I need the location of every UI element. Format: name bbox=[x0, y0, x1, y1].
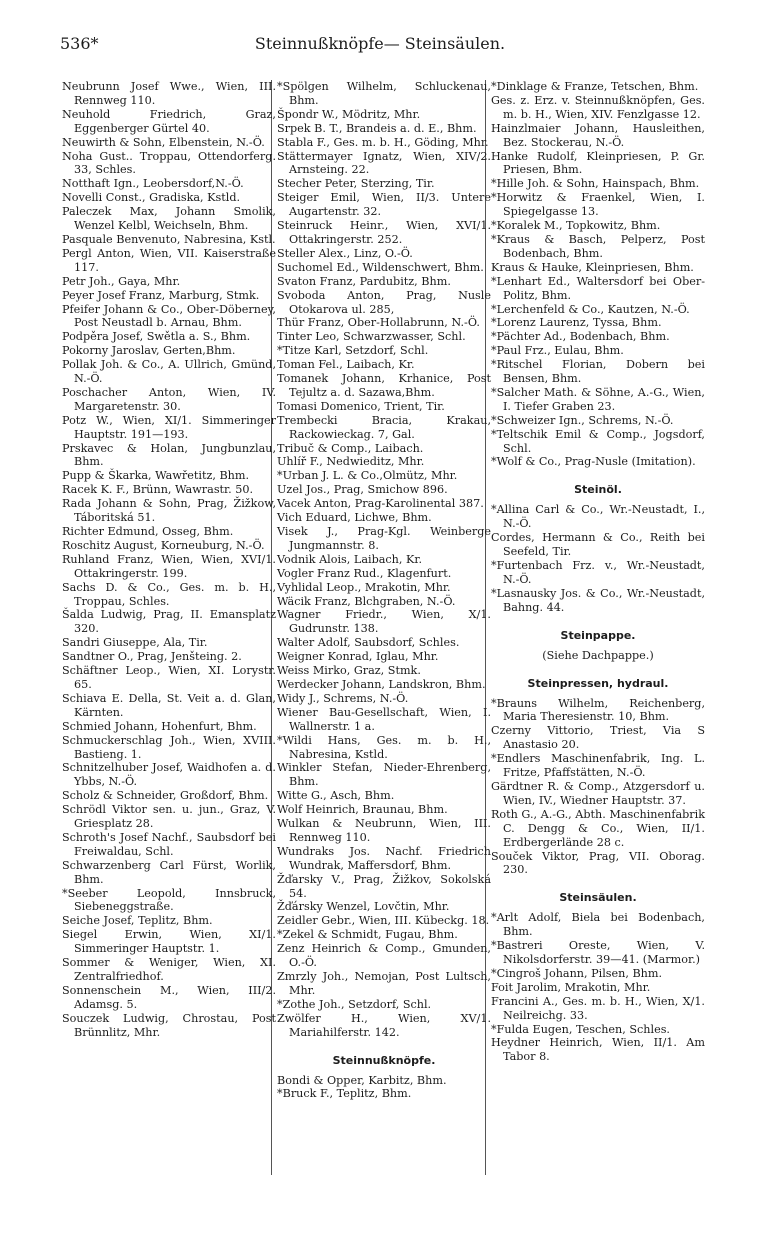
directory-entry: Sonnenschein M., Wien, III/2. Adamsg. 5. bbox=[62, 983, 276, 1011]
directory-entry: Bondi & Opper, Karbitz, Bhm. bbox=[277, 1073, 447, 1087]
directory-entry: Uhlíř F., Nedwieditz, Mhr. bbox=[277, 455, 425, 469]
directory-entry: Žďársky Wenzel, Lovčtin, Mhr. bbox=[277, 900, 450, 914]
directory-entry: Vodnik Alois, Laibach, Kr. bbox=[277, 552, 423, 566]
column-left bbox=[62, 80, 276, 1040]
directory-entry: Widy J., Schrems, N.-Ö. bbox=[277, 691, 409, 705]
directory-entry: *Titze Karl, Setzdorf, Schl. bbox=[277, 344, 429, 358]
running-title: Steinnußknöpfe— Steinsäulen. bbox=[254, 34, 506, 53]
directory-entry: Tomanek Johann, Krhanice, Post Tejultz a. d. Sazawa,Bhm. bbox=[277, 372, 491, 399]
directory-entry: *Seeber Leopold, Innsbruck, Siebeneggstraße. bbox=[62, 886, 276, 914]
directory-entry: *Koralek M., Topkowitz, Bhm. bbox=[491, 219, 661, 233]
directory-entry: Svoboda Anton, Prag, Nusle Otokarova ul. 285, bbox=[277, 288, 491, 316]
directory-entry: Visek J., Prag-Kgl. Weinberge Jungmannstr. 8. bbox=[277, 525, 491, 552]
directory-entry: *Zothe Joh., Setzdorf, Schl. bbox=[277, 997, 432, 1011]
directory-entry: Walter Adolf, Saubsdorf, Schles. bbox=[277, 636, 460, 650]
directory-entry: Souček Viktor, Prag, VII. Oborag. 230. bbox=[491, 849, 705, 877]
directory-entry: Zenz Heinrich & Comp., Gmunden, O.-Ö. bbox=[277, 942, 491, 970]
directory-entry: Stättermayer Ignatz, Wien, XIV/2. Arnsteing. 22. bbox=[277, 149, 491, 177]
directory-entry: Roth G., A.-G., Abth. Maschinenfabrik C. Dengg & Co., Wien, II/1. Erdbergerlände 28 c. bbox=[491, 807, 705, 849]
directory-entry: Zeidler Gebr., Wien, III. Kübeckg. 18. bbox=[277, 914, 490, 928]
directory-entry: Neubrunn Josef Wwe., Wien, III. Rennweg 110. bbox=[62, 80, 276, 107]
directory-entry: Sandri Giuseppe, Ala, Tir. bbox=[62, 636, 208, 650]
directory-entry: Weiss Mirko, Graz, Stmk. bbox=[277, 664, 421, 678]
directory-entry: Notthaft Ign., Leobersdorf,N.-Ö. bbox=[62, 177, 244, 191]
directory-entry: Vogler Franz Rud., Klagenfurt. bbox=[277, 566, 452, 580]
directory-entry: *Paul Frz., Eulau, Bhm. bbox=[491, 344, 624, 358]
directory-entry: Vich Eduard, Lichwe, Bhm. bbox=[277, 511, 432, 525]
directory-entry: Foit Jarolim, Mrakotin, Mhr. bbox=[491, 980, 651, 994]
directory-entry: Uzel Jos., Prag, Smichow 896. bbox=[277, 483, 448, 497]
directory-entry: Wulkan & Neubrunn, Wien, III. Rennweg 110. bbox=[277, 817, 491, 844]
directory-entry: *Urban J. L. & Co.,Olmütz, Mhr. bbox=[277, 469, 458, 483]
directory-entry: Cordes, Hermann & Co., Reith bei Seefeld, Tir. bbox=[491, 531, 705, 559]
directory-entry: Wäcik Franz, Blchgraben, N.-Ö. bbox=[277, 594, 456, 608]
directory-entry: Svaton Franz, Pardubitz, Bhm. bbox=[277, 274, 451, 288]
directory-entry: Schäftner Leop., Wien, XI. Lorystr. 65. bbox=[62, 664, 276, 691]
directory-entry: *Salcher Math. & Söhne, A.-G., Wien, I. Tiefer Graben 23. bbox=[491, 385, 705, 413]
directory-entry: *Ritschel Florian, Dobern bei Bensen, Bhm. bbox=[491, 358, 705, 386]
directory-entry: Thür Franz, Ober-Hollabrunn, N.-Ö. bbox=[277, 316, 480, 330]
directory-entry: Poschacher Anton, Wien, IV. Margaretenstr. 30. bbox=[62, 385, 276, 413]
directory-entry: Schiava E. Della, St. Veit a. d. Glan, Kärnten. bbox=[62, 691, 276, 719]
directory-entry: *Schweizer Ign., Schrems, N.-Ö. bbox=[491, 413, 674, 427]
section-heading: Steinpappe. bbox=[560, 628, 636, 642]
directory-entry: *Horwitz & Fraenkel, Wien, I. Spiegelgasse 13. bbox=[491, 191, 705, 219]
directory-entry: Tomasi Domenico, Trient, Tir. bbox=[277, 399, 445, 413]
directory-entry: Hainzlmaier Johann, Hausleithen, Bez. Stockerau, N.-Ö. bbox=[491, 121, 705, 149]
directory-entry: *Allina Carl & Co., Wr.-Neustadt, I., N.-Ö. bbox=[491, 503, 705, 531]
directory-entry: Špondr W., Mödritz, Mhr. bbox=[277, 107, 421, 121]
directory-entry: Schmied Johann, Hohenfurt, Bhm. bbox=[62, 719, 257, 733]
directory-entry: Novelli Const., Gradiska, Kstld. bbox=[62, 191, 241, 205]
directory-entry: *Lorenz Laurenz, Tyssa, Bhm. bbox=[491, 316, 662, 330]
directory-entry: *Fulda Eugen, Teschen, Schles. bbox=[491, 1022, 670, 1036]
directory-entry: *Furtenbach Frz. v., Wr.-Neustadt, N.-Ö. bbox=[491, 559, 705, 586]
directory-entry: Tinter Leo, Schwarzwasser, Schl. bbox=[277, 330, 466, 344]
directory-entry: Siegel Erwin, Wien, XI/1. Simmeringer Hauptstr. 1. bbox=[62, 928, 276, 956]
directory-entry: Wiener Bau-Gesellschaft, Wien, I. Wallnerstr. 1 a. bbox=[277, 705, 491, 733]
directory-entry: Witte G., Asch, Bhm. bbox=[277, 789, 395, 803]
directory-entry: Roschitz August, Korneuburg, N.-Ö. bbox=[62, 538, 265, 552]
cross-reference-note: (Siehe Dachpappe.) bbox=[542, 648, 654, 662]
directory-entry: Sachs D. & Co., Ges. m. b. H., Troppau, Schles. bbox=[62, 580, 276, 608]
directory-entry: Richter Edmund, Osseg, Bhm. bbox=[62, 525, 234, 538]
directory-entry: Schmuckerschlag Joh., Wien, XVIII. Bastieng. 1. bbox=[62, 733, 276, 761]
directory-entry: Francini A., Ges. m. b. H., Wien, X/1. Neilreichg. 33. bbox=[491, 994, 705, 1022]
directory-entry: Schroth's Josef Nachf., Saubsdorf bei Freiwaldau, Schl. bbox=[62, 830, 276, 858]
directory-entry: Podpěra Josef, Swětla a. S., Bhm. bbox=[62, 330, 251, 344]
directory-entry: Neuhold Friedrich, Graz, Eggenberger Gürtel 40. bbox=[62, 107, 276, 135]
directory-entry: Pupp & Škarka, Wawřetitz, Bhm. bbox=[62, 469, 250, 483]
directory-entry: Ges. z. Erz. v. Steinnußknöpfen, Ges. m. b. H., Wien, XIV. Fenzlgasse 12. bbox=[491, 93, 705, 121]
directory-entry: Neuwirth & Sohn, Elbenstein, N.-Ö. bbox=[62, 135, 265, 149]
directory-entry: *Cingroš Johann, Pilsen, Bhm. bbox=[491, 966, 663, 980]
directory-entry: Czerny Vittorio, Triest, Via S Anastasio 20. bbox=[491, 724, 705, 752]
directory-entry: *Bruck F., Teplitz, Bhm. bbox=[277, 1087, 412, 1101]
directory-entry: Vacek Anton, Prag-Karolinental 387. bbox=[277, 497, 484, 511]
directory-entry: Pokorny Jaroslav, Gerten,Bhm. bbox=[62, 344, 236, 358]
section-heading: Steinpressen, hydraul. bbox=[527, 676, 669, 690]
directory-entry: Wagner Friedr., Wien, X/1. Gudrunstr. 138. bbox=[277, 608, 491, 636]
column-middle bbox=[277, 80, 491, 1101]
column-right bbox=[491, 80, 705, 1064]
directory-entry: Stecher Peter, Sterzing, Tir. bbox=[277, 177, 435, 191]
directory-entry: *Lasnausky Jos. & Co., Wr.-Neustadt, Bahng. 44. bbox=[491, 586, 705, 614]
directory-entry: Pergl Anton, Wien, VII. Kaiserstraße 117. bbox=[62, 246, 276, 274]
directory-entry: Hanke Rudolf, Kleinpriesen, P. Gr. Priesen, Bhm. bbox=[491, 149, 705, 177]
directory-entry: *Pächter Ad., Bodenbach, Bhm. bbox=[491, 330, 670, 344]
directory-entry: *Arlt Adolf, Biela bei Bodenbach, Bhm. bbox=[491, 911, 705, 939]
directory-entry: Toman Fel., Laibach, Kr. bbox=[277, 358, 415, 372]
directory-entry: Srpek B. T., Brandeis a. d. E., Bhm. bbox=[277, 121, 477, 135]
directory-entry: Noha Gust.. Troppau, Ottendorferg. 33, Schles. bbox=[62, 149, 276, 177]
directory-entry: Schwarzenberg Carl Fürst, Worlik, Bhm. bbox=[62, 858, 276, 886]
page-header bbox=[60, 34, 700, 58]
directory-entry: *Dinklage & Franze, Tetschen, Bhm. bbox=[491, 80, 699, 93]
directory-entry: Stabla F., Ges. m. b. H., Göding, Mhr. bbox=[277, 135, 489, 149]
directory-entry: *Wildi Hans, Ges. m. b. H., Nabresina, Kstld. bbox=[277, 733, 491, 761]
directory-entry: Tribuč & Comp., Laibach. bbox=[277, 441, 424, 455]
directory-entry: Scholz & Schneider, Großdorf, Bhm. bbox=[62, 789, 269, 803]
section-heading: Steinnußknöpfe. bbox=[332, 1053, 436, 1067]
directory-entry: *Teltschik Emil & Comp., Jogsdorf, Schl. bbox=[491, 427, 705, 455]
directory-entry: *Lerchenfeld & Co., Kautzen, N.-Ö. bbox=[491, 302, 690, 316]
directory-entry: *Wolf & Co., Prag-Nusle (Imitation). bbox=[491, 455, 696, 469]
directory-entry: Suchomel Ed., Wildenschwert, Bhm. bbox=[277, 260, 484, 274]
directory-entry: Žďarsky V., Prag, Žižkov, Sokolská 54. bbox=[277, 872, 491, 900]
directory-entry: Kraus & Hauke, Kleinpriesen, Bhm. bbox=[491, 260, 694, 274]
directory-entry: Pfeifer Johann & Co., Ober-Döberney, Post Neustadl b. Arnau, Bhm. bbox=[62, 302, 276, 330]
directory-entry: Schnitzelhuber Josef, Waidhofen a. d. Ybbs, N.-Ö. bbox=[62, 761, 276, 789]
directory-entry: Souczek Ludwig, Chrostau, Post Brünnlitz, Mhr. bbox=[62, 1011, 276, 1039]
directory-entry: *Endlers Maschinenfabrik, Ing. L. Fritze, Pfaffstätten, N.-Ö. bbox=[491, 752, 705, 780]
directory-entry: Schrödl Viktor sen. u. jun., Graz, V. Griesplatz 28. bbox=[62, 803, 276, 831]
directory-entry: Pasquale Benvenuto, Nabresina, Kstl. bbox=[62, 232, 276, 246]
directory-entry: Racek K. F., Brünn, Wawrastr. 50. bbox=[62, 483, 254, 497]
directory-entry: Pollak Joh. & Co., A. Ullrich, Gmünd, N.-Ö. bbox=[62, 358, 276, 386]
directory-entry: Heydner Heinrich, Wien, II/1. Am Tabor 8. bbox=[491, 1036, 705, 1064]
directory-entry: Zwölfer H., Wien, XV/1. Mariahilferstr. 142. bbox=[277, 1011, 491, 1039]
directory-entry: Wolf Heinrich, Braunau, Bhm. bbox=[277, 803, 448, 817]
directory-entry: Peyer Josef Franz, Marburg, Stmk. bbox=[62, 288, 260, 302]
directory-entry: Sommer & Weniger, Wien, XI. Zentralfriedhof. bbox=[62, 956, 276, 983]
directory-entry: Wundraks Jos. Nachf. Friedrich Wundrak, Maffersdorf, Bhm. bbox=[277, 844, 491, 872]
directory-entry: Šalda Ludwig, Prag, II. Emansplatz 320. bbox=[62, 608, 276, 636]
directory-entry: *Hille Joh. & Sohn, Hainspach, Bhm. bbox=[491, 177, 700, 191]
directory-entry: Petr Joh., Gaya, Mhr. bbox=[62, 274, 181, 288]
directory-entry: Sandtner O., Prag, Jenšteing. 2. bbox=[62, 650, 242, 664]
directory-entry: Winkler Stefan, Nieder-Ehrenberg, Bhm. bbox=[277, 761, 491, 789]
directory-entry: Trembecki Bracia, Krakau, Rackowieckag. 7, Gal. bbox=[277, 413, 491, 441]
directory-entry: *Zekel & Schmidt, Fugau, Bhm. bbox=[277, 928, 458, 942]
directory-entry: Prskavec & Holan, Jungbunzlau, Bhm. bbox=[62, 441, 276, 469]
directory-entry: *Lenhart Ed., Waltersdorf bei Ober-Politz, Bhm. bbox=[491, 274, 705, 302]
directory-entry: *Bastreri Oreste, Wien, V. Nikolsdorferstr. 39—41. (Marmor.) bbox=[491, 939, 705, 967]
directory-entry: Werdecker Johann, Landskron, Bhm. bbox=[277, 677, 486, 691]
directory-entry: Steinruck Heinr., Wien, XVI/1. Ottakringerstr. 252. bbox=[277, 219, 491, 246]
directory-entry: *Kraus & Basch, Pelperz, Post Bodenbach, Bhm. bbox=[491, 232, 705, 260]
section-heading: Steinöl. bbox=[574, 483, 622, 497]
directory-entry: Weigner Konrad, Iglau, Mhr. bbox=[277, 650, 439, 664]
directory-entry: Gärdtner R. & Comp., Atzgersdorf u. Wien, IV., Wiedner Hauptstr. 37. bbox=[491, 779, 705, 807]
directory-entry: Seiche Josef, Teplitz, Bhm. bbox=[62, 914, 213, 928]
directory-entry: Ruhland Franz, Wien, Wien, XVI/1. Ottakringerstr. 199. bbox=[62, 552, 276, 580]
directory-entry: Paleczek Max, Johann Smolik, Wenzel Kelbl, Weichseln, Bhm. bbox=[62, 205, 276, 233]
directory-entry: Zmrzly Joh., Nemojan, Post Lultsch, Mhr. bbox=[277, 970, 491, 997]
directory-entry: Steller Alex., Linz, O.-Ö. bbox=[277, 246, 413, 260]
directory-entry: Steiger Emil, Wien, II/3. Untere Augartenstr. 32. bbox=[277, 191, 491, 219]
directory-entry: *Brauns Wilhelm, Reichenberg, Maria Theresienstr. 10, Bhm. bbox=[491, 696, 705, 724]
directory-entry: Vyhlidal Leop., Mrakotin, Mhr. bbox=[277, 580, 451, 594]
section-heading: Steinsäulen. bbox=[559, 891, 637, 905]
directory-entry: Rada Johann & Sohn, Prag, Žižkow, Táboritská 51. bbox=[62, 497, 276, 525]
page-number: 536* bbox=[60, 34, 99, 53]
directory-entry: *Spölgen Wilhelm, Schluckenau, Bhm. bbox=[277, 80, 491, 107]
directory-entry: Potz W., Wien, XI/1. Simmeringer Hauptstr. 191—193. bbox=[62, 413, 276, 441]
